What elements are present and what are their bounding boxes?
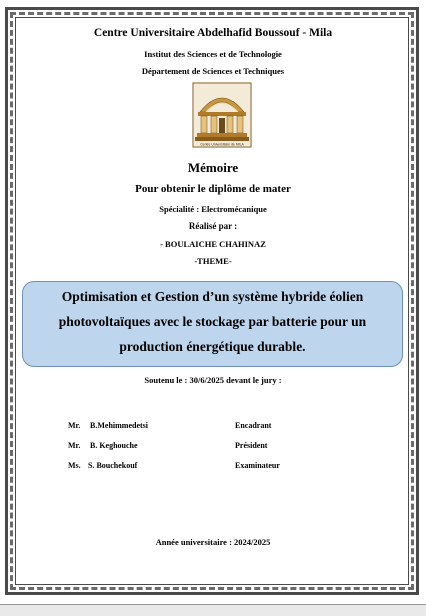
university-name: Centre Universitaire Abdelhafid Boussouf - Mila (93, 27, 333, 39)
institute-name: Institut des Sciences et de Technologie (144, 49, 282, 59)
jury-title: Mr. (68, 441, 81, 450)
theme-label: -THEME- (194, 256, 232, 266)
specialty: Spécialité : Electromécanique (159, 204, 267, 214)
jury-title: Ms. (68, 461, 81, 470)
academic-year: Année universitaire : 2024/2025 (155, 537, 271, 547)
jury-title: Mr. (68, 421, 81, 430)
jury-role: Encadrant (235, 421, 272, 430)
department-name: Département de Sciences et Techniques (141, 66, 285, 76)
theme-line-2: photovoltaïques avec le stockage par batterie pour un (58, 314, 367, 329)
realise-par-label: Réalisé par : (188, 221, 238, 231)
jury-role: Président (235, 441, 268, 450)
jury-name: B.Mehimmedetsi (90, 421, 148, 430)
memoire-title: Mémoire (187, 160, 239, 175)
jury-role: Examinateur (235, 461, 280, 470)
jury-name: S. Bouchekouf (88, 461, 138, 470)
viewer-bottom-bar (0, 604, 426, 616)
logo-caption: Centre Universitaire de MILA (200, 142, 244, 147)
theme-line-1: Optimisation et Gestion d’un système hybride éolien (61, 289, 364, 304)
author-name: - BOULAICHE CHAHINAZ (160, 239, 266, 249)
theme-line-3: production énergétique durable. (119, 339, 306, 354)
jury-name: B. Keghouche (90, 441, 138, 450)
degree-purpose: Pour obtenir le diplôme de mater (135, 183, 291, 195)
university-logo (192, 82, 252, 148)
defense-date: Soutenu le : 30/6/2025 devant le jury : (144, 375, 282, 385)
